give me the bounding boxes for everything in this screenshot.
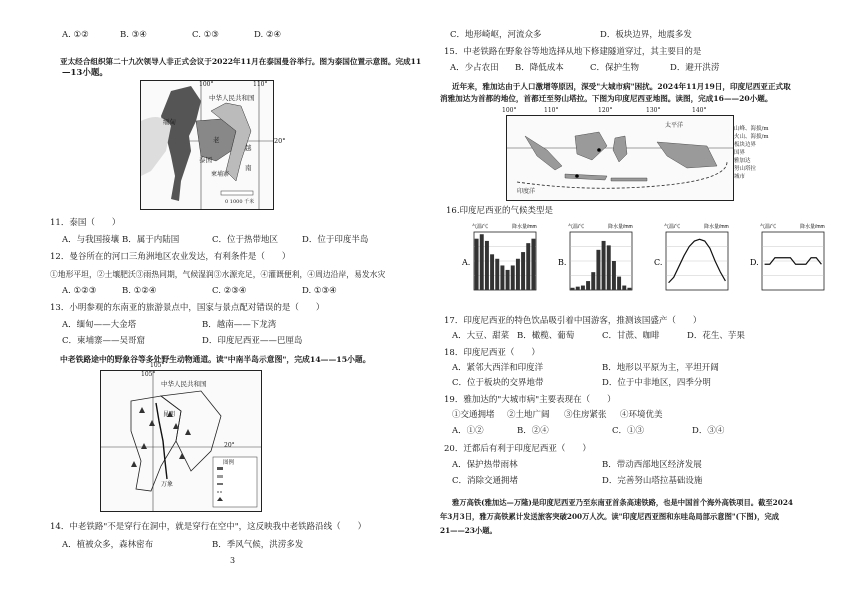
q12: 12．曼谷所在的河口三角洲地区农业发达，有利条件是（ ）	[50, 252, 291, 262]
map1-myanmar: 缅甸	[163, 118, 176, 126]
map3-lon4: 130°	[646, 107, 661, 114]
climate-charts-svg	[460, 218, 850, 308]
precip-bar	[531, 239, 535, 290]
map1-lon1: 100°	[199, 81, 214, 88]
q14-option-c: C．地形崎岖，河流众多	[450, 30, 542, 40]
q20-option-c: C．消除交通拥堵	[452, 476, 519, 486]
chart-precip-label: 降水量/mm	[608, 224, 633, 230]
map2-vientiane: 万象	[161, 481, 174, 488]
chart-precip-label: 降水量/mm	[800, 224, 825, 230]
map1-laos: 老	[213, 136, 220, 144]
q17-option-b: B．橄榄、葡萄	[517, 331, 575, 341]
indochina-map	[100, 370, 262, 512]
climate-charts	[460, 218, 850, 308]
chart-temp-label: 气温/℃	[568, 224, 585, 230]
chart-option-label: C.	[654, 258, 663, 267]
q18-option-c: C．位于板块的交界地带	[452, 378, 544, 388]
map2-lat: 20°	[224, 442, 235, 449]
precip-bar	[576, 287, 580, 290]
map3-lon5: 140°	[692, 107, 707, 114]
precip-bar	[516, 259, 520, 290]
precip-bar	[500, 265, 504, 290]
chart-precip-label: 降水量/mm	[704, 224, 729, 230]
q10-option-b: B. ③④	[120, 30, 147, 40]
q14-option-a: A．植被众多，森林密布	[62, 540, 154, 550]
q15-option-b: B．降低成本	[515, 63, 564, 73]
intro-21c: 21——23小题。	[440, 526, 497, 535]
thailand-map	[140, 80, 274, 210]
q11-option-b: B．属于内陆国	[122, 235, 180, 245]
intro-14: 中老铁路途中的野象谷等多处野生动物通道。读"中南半岛示意图"，完成14——15小题。	[60, 355, 371, 364]
q17: 17．印度尼西亚的特色饮品吸引着中国游客，推测该国盛产（ ）	[444, 316, 702, 326]
map3-pacific: 太平洋	[665, 122, 684, 129]
intro-11-cont: —13小题。	[62, 68, 108, 78]
climate-chart-3	[750, 223, 825, 290]
q19-option-a: A．①②	[452, 426, 484, 436]
chart-option-label: B.	[558, 258, 567, 267]
precip-bar	[506, 270, 510, 290]
q18-option-a: A．紧邻大西洋和印度洋	[452, 363, 544, 373]
page-number: 3	[230, 556, 236, 565]
q13-option-a: A．缅甸——大金塔	[62, 320, 137, 330]
map1-scale: 0 1000 千米	[225, 199, 255, 205]
q20-option-b: B．带动西部地区经济发展	[602, 460, 702, 470]
chart-temp-label: 气温/℃	[472, 224, 489, 230]
q15-option-d: D．避开洪涝	[670, 63, 720, 73]
q18: 18．印度尼西亚（ ）	[444, 348, 540, 358]
climate-chart-0	[461, 223, 537, 290]
precip-bar	[596, 250, 600, 290]
q19-option-b: B．②④	[517, 426, 549, 436]
precip-bar	[617, 277, 621, 290]
q17-option-d: D．花生、芋果	[687, 331, 745, 341]
precip-bar	[607, 245, 611, 290]
q19-item-2: ②土地广阔	[507, 410, 550, 420]
map3-legend-0: 山峰、海拔/m	[734, 126, 769, 132]
chart-precip-label: 降水量/mm	[512, 224, 537, 230]
q11-option-c: C．位于热带地区	[212, 235, 279, 245]
q13-option-c: C．柬埔寨——吴哥窟	[62, 336, 146, 346]
q20: 20．迁都后有利于印度尼西亚（ ）	[444, 444, 591, 454]
indonesia-map	[506, 115, 734, 201]
q17-option-a: A．大豆、甜菜	[452, 331, 510, 341]
q15-option-a: A．少占农田	[450, 63, 499, 73]
map3-lon2: 110°	[544, 107, 559, 114]
chart-option-label: A.	[462, 258, 471, 267]
precip-bar	[480, 234, 484, 290]
climate-chart-2	[654, 223, 729, 290]
map3-legend-5: 努山塔拉	[734, 166, 757, 172]
chart-temp-label: 气温/℃	[664, 224, 681, 230]
q20-option-d: D．完善努山塔拉基础设施	[602, 476, 703, 486]
q19-item-4: ④环境优美	[620, 410, 663, 420]
map1-lat: 20°	[274, 137, 286, 145]
precip-bar	[581, 286, 585, 290]
q15-option-c: C．保护生物	[590, 63, 640, 73]
map1-nan: 南	[245, 164, 252, 172]
map2-lon: 105°	[141, 371, 156, 378]
map3-indian-ocean: 印度洋	[517, 188, 536, 195]
q15: 15．中老铁路在野象谷等地选择从地下修建隧道穿过，其主要目的是	[444, 47, 702, 57]
chart-option-label: D.	[750, 258, 759, 267]
q19-option-c: C．①③	[612, 426, 645, 436]
q14: 14．中老铁路"不是穿行在洞中，就是穿行在空中"，这反映我中老铁路沿线（ ）	[50, 522, 367, 532]
precip-bar	[475, 239, 479, 290]
precip-bar	[571, 288, 575, 290]
precip-bar	[495, 259, 499, 290]
map3-legend-1: 火山、海拔/m	[734, 134, 769, 140]
map1-viet: 越	[245, 144, 252, 152]
intro-16b: 消雅加达为首都的地位，首都迁至努山塔拉。下图为印度尼西亚地图。读图，完成16——20小题。	[440, 94, 773, 103]
q17-option-c: C．甘蔗、咖啡	[602, 331, 660, 341]
map3-legend-3: 国界	[734, 150, 746, 156]
climate-chart-1	[558, 223, 633, 290]
map1-cambodia: 柬埔寨	[211, 171, 230, 178]
q20-option-a: A．保护热带雨林	[452, 460, 518, 470]
map2-legend: 图例	[223, 460, 235, 466]
q11-option-d: D．位于印度半岛	[302, 235, 369, 245]
q19-item-3: ③住房紧张	[564, 410, 607, 420]
q19-item-1: ①交通拥堵	[452, 410, 495, 420]
map3-legend-6: 城市	[734, 174, 746, 180]
q14-option-d: D．板块边界，地震多发	[600, 30, 692, 40]
intro-11: 亚太经合组织第二十九次领导人非正式会议于2022年11月在泰国曼谷举行。图为泰国位置示意图。完成11	[60, 57, 422, 66]
q18-option-b: B．地形以平原为主，平坦开阔	[602, 363, 719, 373]
q11-option-a: A．与我国接壤	[62, 235, 120, 245]
q19-option-d: D．③④	[692, 426, 725, 436]
precip-bar	[602, 241, 606, 290]
q13: 13．小明参观的东南亚的旅游景点中，国家与景点配对错误的是（ ）	[50, 303, 325, 313]
q12-items: ①地形平坦，②土壤肥沃③雨热同期，气候湿润③水源充足，④灌溉便利，④周边沿岸，易发水灾	[50, 270, 386, 279]
precip-bar	[511, 265, 515, 290]
map3-legend-2: 板块边界	[734, 142, 757, 148]
map2-lon2: 105°	[150, 362, 165, 369]
q16: 16.印度尼西亚的气候类型是	[446, 206, 554, 216]
q10-option-c: C. ①③	[192, 30, 219, 40]
map3-legend-4: 雅加达	[734, 158, 751, 164]
precip-bar	[622, 286, 626, 290]
chart-temp-label: 气温/℃	[760, 224, 777, 230]
map2-china: 中华人民共和国	[161, 380, 207, 388]
precip-bar	[612, 261, 616, 290]
q11: 11．泰国（ ）	[50, 218, 121, 228]
map2-kunming: 昆明	[163, 411, 176, 418]
q10-option-d: D. ②④	[254, 30, 282, 40]
map1-lon2: 110°	[253, 81, 268, 88]
q19: 19．雅加达的"大城市病"主要表现在（ ）	[444, 395, 616, 405]
q12-option-c: C. ②③④	[212, 286, 247, 296]
precip-bar	[521, 252, 525, 290]
q12-option-b: B. ①②④	[122, 286, 157, 296]
q12-option-d: D. ①③④	[302, 286, 337, 296]
q14-option-b: B．季风气候，洪涝多发	[212, 540, 304, 550]
map1-china: 中华人民共和国	[209, 94, 255, 102]
map3-lon1: 100°	[502, 107, 517, 114]
precip-bar	[485, 241, 489, 290]
q13-option-d: D．印度尼西亚——巴厘岛	[202, 336, 303, 346]
map1-thailand: 泰国	[199, 156, 212, 164]
intro-21a: 雅万高铁(雅加达—万隆)是印度尼西亚乃至东南亚首条高速铁路，也是中国首个海外高铁项目。截至2024	[452, 498, 793, 507]
precip-bar	[490, 254, 494, 290]
precip-bar	[526, 243, 530, 290]
intro-16a: 近年来，雅加达由于人口激增等原因，深受"大城市病"困扰。2024年11月19日，印度尼西亚正式取	[452, 82, 791, 91]
q12-option-a: A. ①②③	[62, 286, 97, 296]
map3-lon3: 120°	[598, 107, 613, 114]
q10-option-a: A. ①②	[62, 30, 89, 40]
q18-option-d: D．位于中非地区，四季分明	[602, 378, 711, 388]
q13-option-b: B．越南——下龙湾	[202, 320, 277, 330]
intro-21b: 年3月3日，雅万高铁累计发送旅客突破200万人次。读"印度尼西亚图和东哇岛局部示意图"(下图)，完成	[440, 512, 780, 521]
precip-bar	[586, 281, 590, 290]
map3-legend	[734, 125, 844, 181]
precip-bar	[627, 288, 631, 290]
precip-bar	[591, 272, 595, 290]
